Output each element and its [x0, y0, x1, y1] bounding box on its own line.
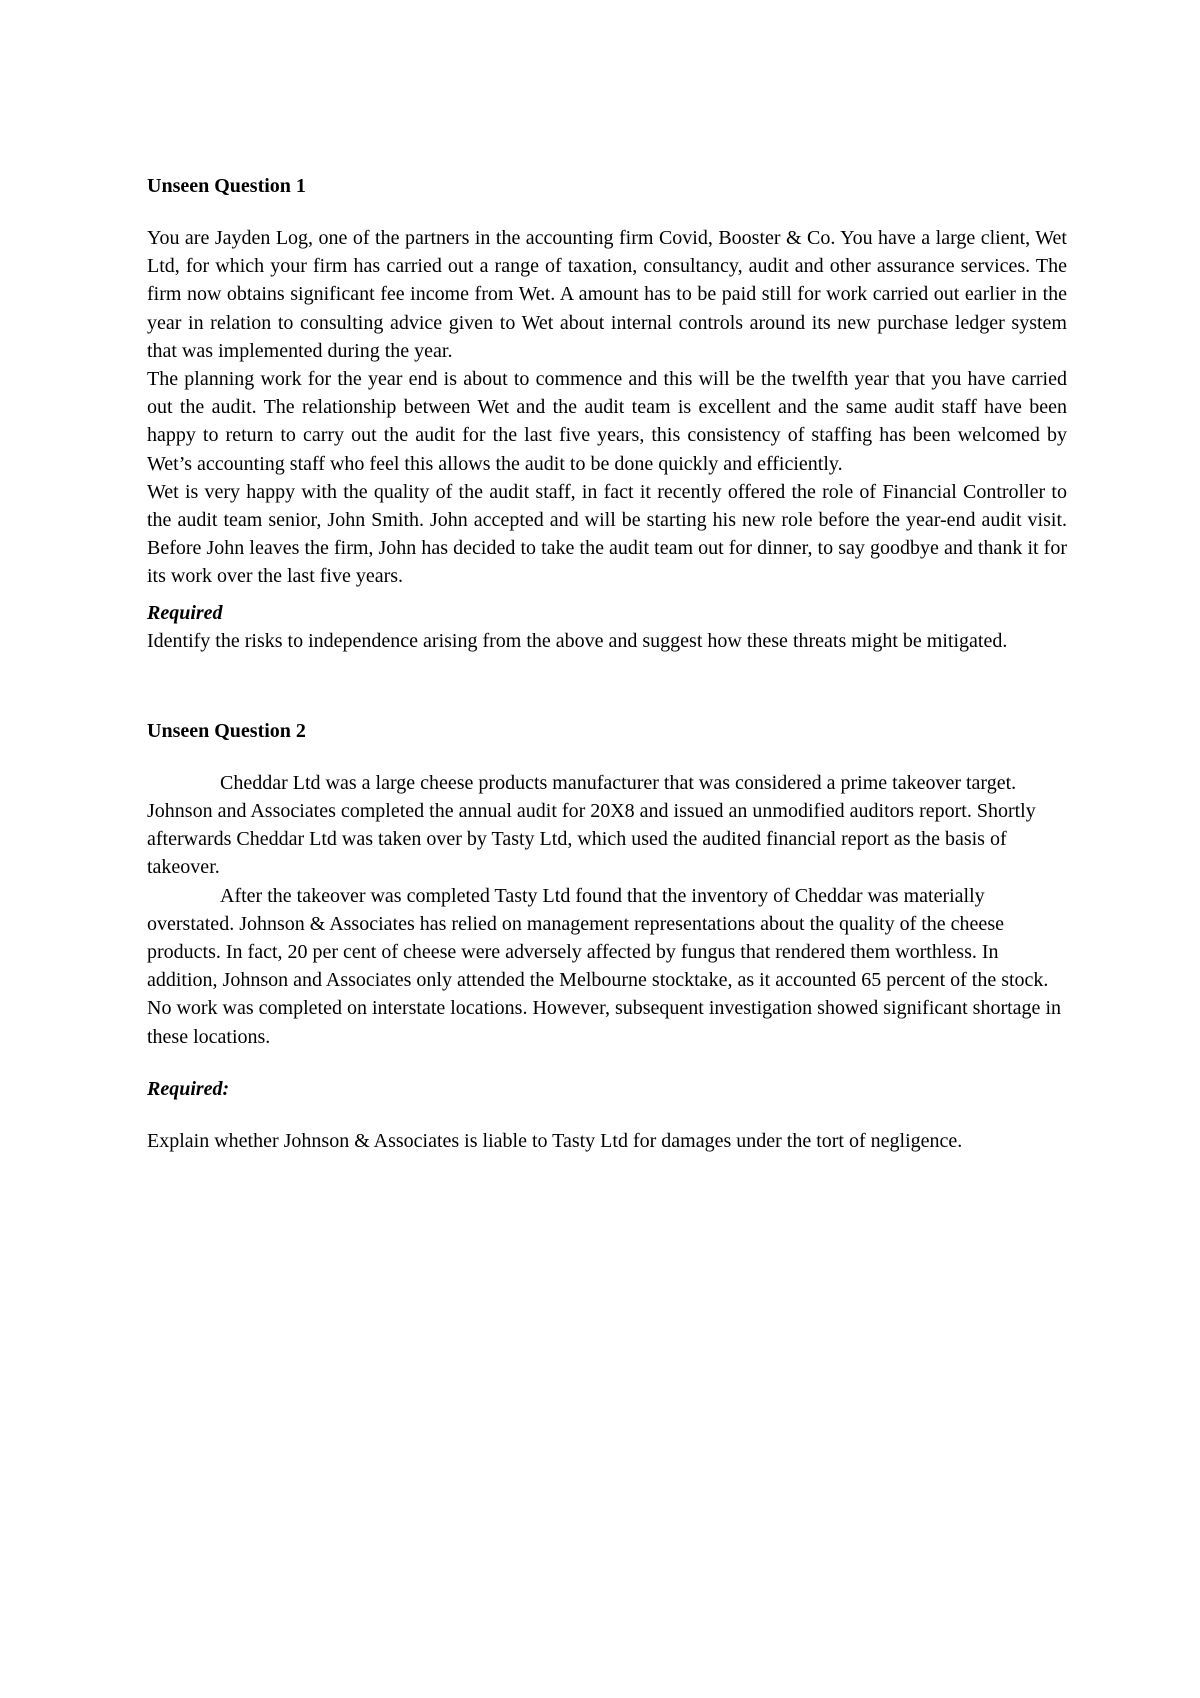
document-page: [147, 172, 1067, 1155]
question-1-section: [147, 172, 1067, 655]
question-2-section: [147, 717, 1067, 1155]
question-1-required-text: Identify the risks to independence arising from the above and suggest how these threats might be mitigated.: [147, 629, 1008, 652]
question-1-heading: Unseen Question 1: [147, 175, 306, 197]
question-2-paragraph-2: After the takeover was completed Tasty Ltd found that the inventory of Cheddar was materially overstated. Johnson & Associates has relied on management representations about the quality of the cheese products. In fact, 20 per cent of cheese were adversely affected by fungus that rendered them worthless. In addition, Johnson and Associates only attended the Melbourne stocktake, as it accounted 65 percent of the stock. No work was completed on interstate locations. However, subsequent investigation showed significant shortage in these locations.: [147, 884, 1061, 1048]
question-2-paragraph-1: Cheddar Ltd was a large cheese products manufacturer that was considered a prime takeover target. Johnson and Associates completed the annual audit for 20X8 and issued an unmodified auditors report. Shortly afterwards Cheddar Ltd was taken over by Tasty Ltd, which used the audited financial report as the basis of takeover.: [147, 771, 1036, 879]
question-2-heading: Unseen Question 2: [147, 719, 306, 742]
question-2-required-label: Required:: [147, 1077, 230, 1100]
question-1-paragraph-1: You are Jayden Log, one of the partners in the accounting firm Covid, Booster & Co. You have a large client, Wet Ltd, for which your firm has carried out a range of taxation, consultancy, audit and other assurance services. The firm now obtains significant fee income from Wet. A amount has to be paid still for work carried out earlier in the year in relation to consulting advice given to Wet about internal controls around its new purchase ledger system that was implemented during the year.: [147, 227, 1067, 362]
question-1-required-label: Required: [147, 601, 223, 624]
question-2-required-text: Explain whether Johnson & Associates is liable to Tasty Ltd for damages under the tort of negligence.: [147, 1129, 963, 1152]
question-1-paragraph-3: Wet is very happy with the quality of the audit staff, in fact it recently offered the role of Financial Controller to the audit team senior, John Smith. John accepted and will be starting his new role before the year-end audit visit. Before John leaves the firm, John has decided to take the audit team out for dinner, to say goodbye and thank it for its work over the last five years.: [147, 480, 1067, 588]
question-1-paragraph-2: The planning work for the year end is about to commence and this will be the twelfth year that you have carried out the audit. The relationship between Wet and the audit team is excellent and the same audit staff have been happy to return to carry out the audit for the last five years, this consistency of staffing has been welcomed by Wet’s accounting staff who feel this allows the audit to be done quickly and efficiently.: [147, 368, 1067, 475]
